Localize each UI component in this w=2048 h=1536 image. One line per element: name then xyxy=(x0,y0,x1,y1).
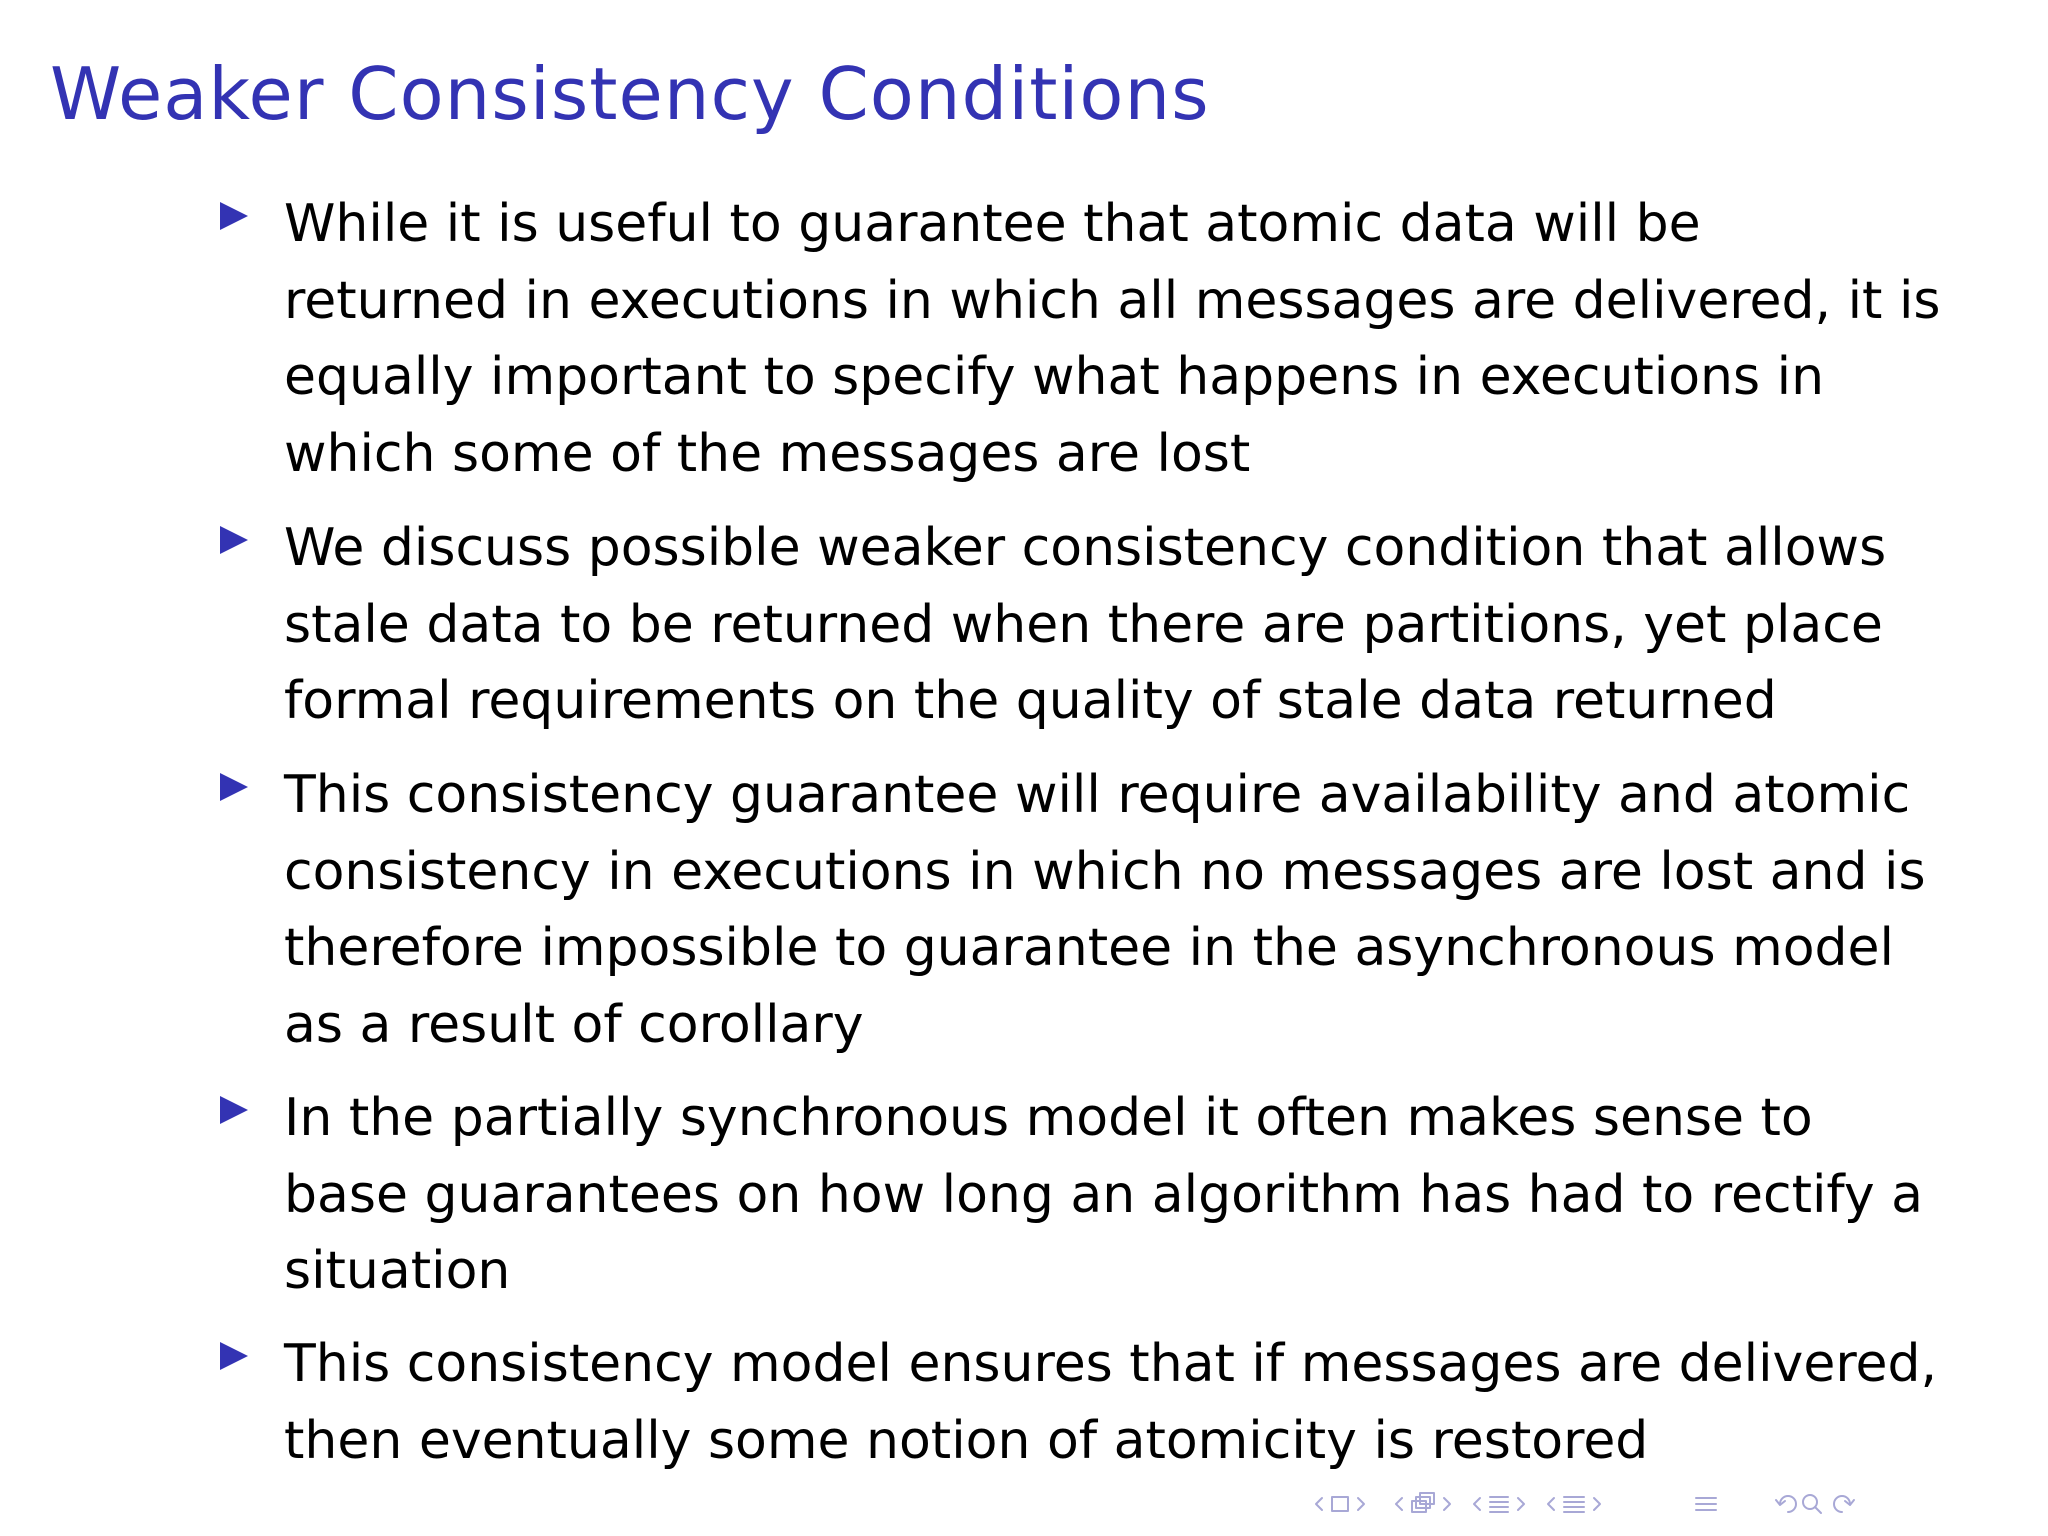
bullet-line: We discuss possible weaker consistency condition that allows xyxy=(284,518,1887,578)
nav-prev-subsection-icon[interactable] xyxy=(1474,1498,1480,1510)
bullet-line: situation xyxy=(284,1241,511,1301)
nav-prev-section-icon[interactable] xyxy=(1548,1498,1554,1510)
bullet-line: consistency in executions in which no messages are lost and is xyxy=(284,841,1926,902)
bullet-text xyxy=(284,757,1926,1063)
triangle-bullet-icon xyxy=(220,526,248,554)
nav-next-slide-icon[interactable] xyxy=(1358,1498,1364,1510)
triangle-bullet-icon xyxy=(220,773,248,801)
bullet-line: stale data to be returned when there are partitions, yet place xyxy=(284,594,1883,655)
triangle-bullet-icon xyxy=(220,1342,248,1370)
bullet-line: This consistency guarantee will require availability and atomic xyxy=(284,765,1911,825)
bullet-line: therefore impossible to guarantee in the asynchronous model xyxy=(284,918,1894,978)
slide-title: Weaker Consistency Conditions xyxy=(50,52,1210,136)
bullet-text xyxy=(284,1080,1923,1310)
nav-frame-icon[interactable] xyxy=(1412,1493,1434,1512)
bullet-text xyxy=(284,510,1920,740)
bullet-line: then eventually some notion of atomicity is restored xyxy=(284,1410,1649,1471)
bullet-line: as a result of corollary xyxy=(284,994,864,1055)
bullet-text xyxy=(284,186,1941,492)
triangle-bullet-icon xyxy=(220,202,248,230)
bullet-line: formal requirements on the quality of stale data returned xyxy=(284,671,1777,731)
nav-section-icon[interactable] xyxy=(1564,1497,1584,1512)
nav-slide-icon[interactable] xyxy=(1332,1497,1348,1511)
nav-forward-icon[interactable] xyxy=(1834,1496,1854,1512)
bullet-line: equally important to specify what happens in executions in xyxy=(284,347,1825,407)
bullet-line: In the partially synchronous model it often makes sense to xyxy=(284,1088,1813,1148)
bullet-line: base guarantees on how long an algorithm has had to rectify a xyxy=(284,1164,1923,1225)
nav-next-section-icon[interactable] xyxy=(1594,1498,1600,1510)
nav-prev-slide-icon[interactable] xyxy=(1316,1498,1322,1510)
bullet-line: This consistency model ensures that if messages are delivered, xyxy=(284,1334,1938,1394)
bullet-text xyxy=(284,1326,1938,1479)
triangle-bullet-icon xyxy=(220,1096,248,1124)
nav-next-frame-icon[interactable] xyxy=(1444,1498,1450,1510)
nav-prev-frame-icon[interactable] xyxy=(1396,1498,1402,1510)
beamer-navigation-bar xyxy=(1310,1488,2030,1520)
nav-back-icon[interactable] xyxy=(1776,1496,1796,1512)
nav-search-icon[interactable] xyxy=(1803,1495,1821,1513)
nav-align-icon[interactable] xyxy=(1696,1498,1716,1510)
bullet-line: which some of the messages are lost xyxy=(284,423,1251,484)
navigation-icons xyxy=(1310,1488,2030,1520)
nav-subsection-icon[interactable] xyxy=(1490,1497,1508,1512)
bullet-line: returned in executions in which all messages are delivered, it is xyxy=(284,270,1941,331)
nav-next-subsection-icon[interactable] xyxy=(1518,1498,1524,1510)
bullet-line: While it is useful to guarantee that atomic data will be xyxy=(284,194,1701,254)
